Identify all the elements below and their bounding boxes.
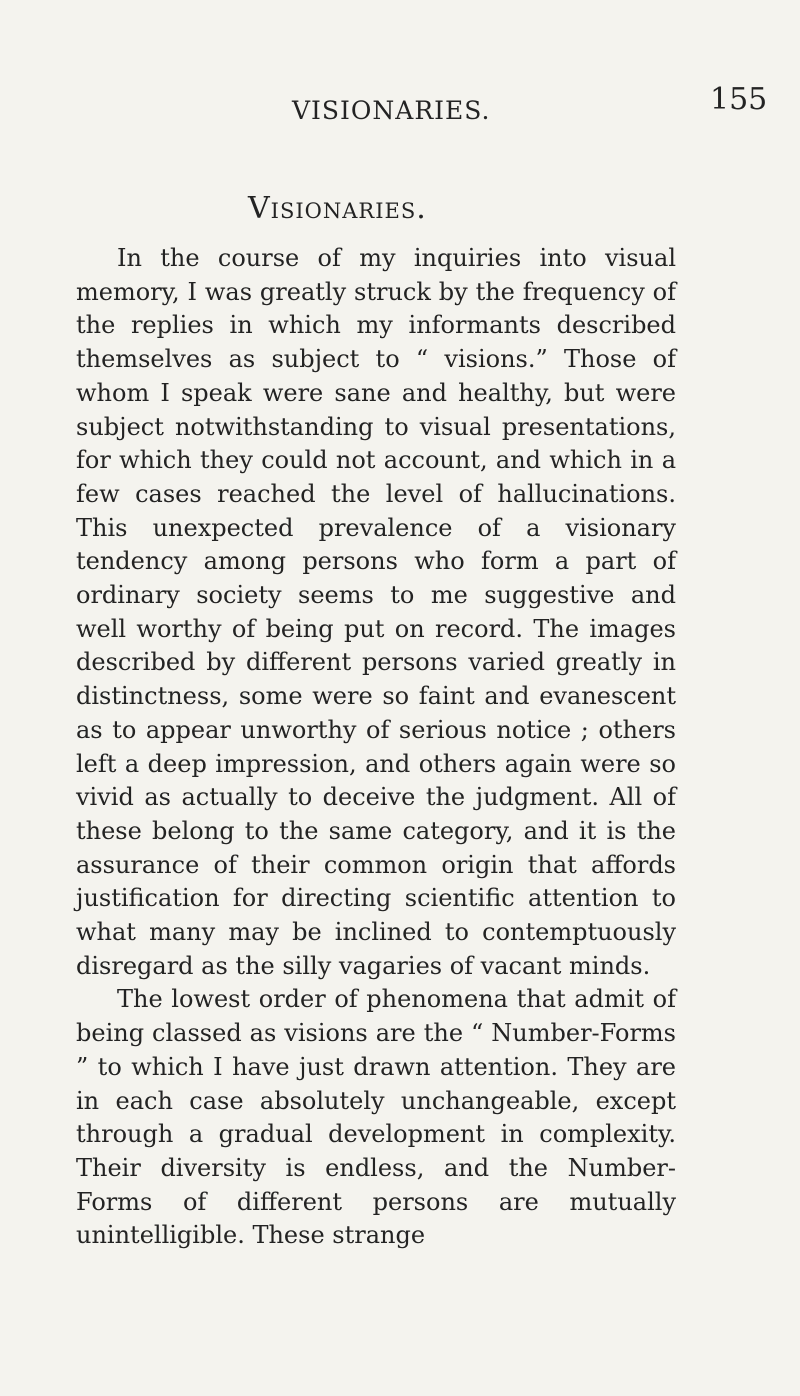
section-title: Visionaries. [248, 191, 427, 226]
paragraph: In the course of my inquiries into visual memory, I was greatly struck by the frequency of the replies in which my informants described themselves as subject to “ visions.” Those of whom I speak were sane and healthy, but were subject notwithstanding to visual presentations, for which they could not account, and which in a few cases reached the level of hallucinations. This unexpected prevalence of a visionary tendency among persons who form a part of ordinary society seems to me suggestive and well worthy of being put on record. The images described by different persons varied greatly in distinctness, some were so faint and evanescent as to appear unworthy of serious notice ; others left a deep impression, and others again were so vivid as actually to deceive the judgment. All of these belong to the same category, and it is the assurance of their common origin that affords justification for directing scientific attention to what many may be inclined to contemptuously disregard as the silly vagaries of vacant minds. [76, 244, 676, 980]
running-head: VISIONARIES. [292, 96, 491, 125]
paragraph: The lowest order of phenomena that admit of being classed as visions are the “ Number-Forms ” to which I have just drawn attention. They are in each case absolutely unchangeable, except through a gradual development in complexity. Their diversity is endless, and the Number-Forms of different persons are mutually unintelligible. These strange [76, 985, 676, 1250]
body-text [76, 242, 676, 1253]
page-number: 155 [710, 82, 768, 117]
